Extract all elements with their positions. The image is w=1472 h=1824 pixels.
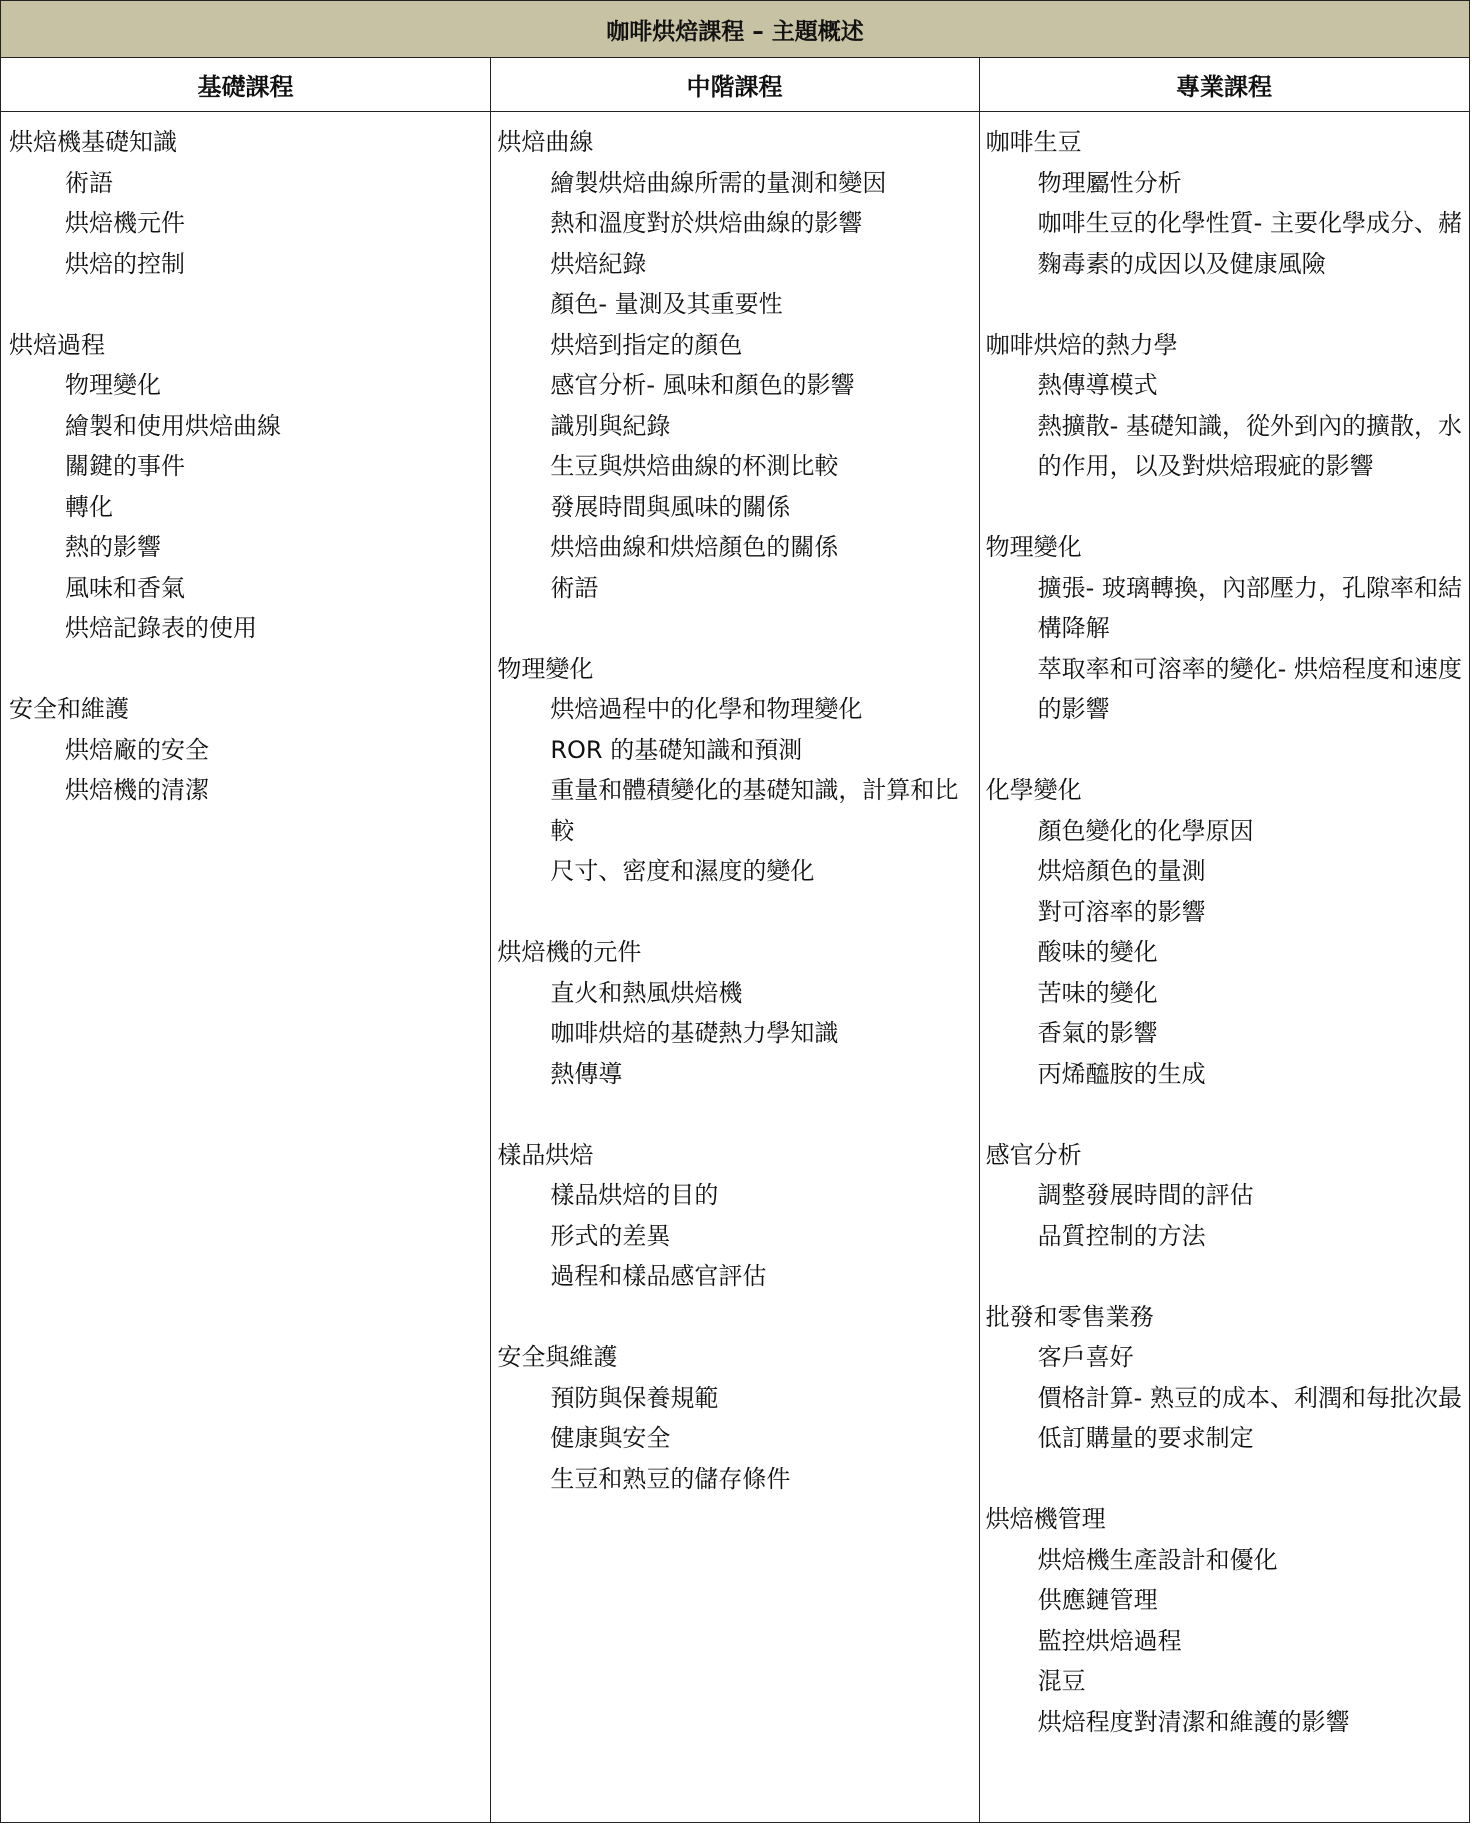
column-header-intermediate: 中階課程 xyxy=(686,72,783,101)
topic-item: 擴張- 玻璃轉換，內部壓力，孔隙率和結構降解 xyxy=(1037,573,1462,642)
column-header-basic: 基礎課程 xyxy=(197,72,294,101)
topic-section xyxy=(497,649,971,892)
topic-item: 混豆 xyxy=(1037,1667,1086,1695)
topic-heading: 物理變化 xyxy=(985,533,1082,561)
topic-item: 供應鏈管理 xyxy=(1037,1586,1158,1614)
topic-item: 烘焙曲線和烘焙顏色的關係 xyxy=(550,533,839,561)
topic-item: 價格計算- 熟豆的成本、利潤和每批次最低訂購量的要求制定 xyxy=(1037,1383,1462,1452)
topic-item: 烘焙顏色的量測 xyxy=(1037,857,1206,885)
topic-item: 香氣的影響 xyxy=(1037,1019,1158,1047)
topic-item: 直火和熱風烘焙機 xyxy=(550,978,743,1007)
topic-heading: 烘焙機的元件 xyxy=(497,938,642,966)
column-intermediate xyxy=(489,112,977,1822)
topic-heading: 咖啡生豆 xyxy=(985,128,1082,156)
column-header-professional: 專業課程 xyxy=(1176,72,1272,101)
topic-item: 烘焙機生產設計和優化 xyxy=(1037,1545,1278,1574)
topic-section xyxy=(986,1135,1463,1257)
topic-item: 繪製烘焙曲線所需的量測和變因 xyxy=(550,168,887,197)
topic-item: 丙烯醯胺的生成 xyxy=(1037,1059,1206,1088)
topic-item: 術語 xyxy=(550,573,599,602)
topic-item: 客戶喜好 xyxy=(1037,1343,1134,1371)
topic-item: 咖啡生豆的化學性質- 主要化學成分、赭麴毒素的成因以及健康風險 xyxy=(1037,209,1462,278)
column-basic xyxy=(1,112,489,1822)
topic-section xyxy=(986,325,1463,487)
topic-section xyxy=(986,527,1463,730)
topic-item: 對可溶率的影響 xyxy=(1037,897,1206,926)
topic-heading: 烘焙過程 xyxy=(9,330,105,359)
table-body xyxy=(1,112,1469,1822)
topic-item: 生豆和熟豆的儲存條件 xyxy=(550,1464,791,1493)
topic-section xyxy=(986,122,1463,284)
topic-item: 預防與保養規範 xyxy=(550,1383,719,1412)
topic-item: 烘焙的控制 xyxy=(65,249,185,278)
topic-section xyxy=(497,122,971,608)
column-header-row xyxy=(1,57,1469,112)
topic-item: 烘焙記錄表的使用 xyxy=(65,614,257,642)
topic-section xyxy=(497,1135,971,1297)
table-title: 咖啡烘焙課程 – 主題概述 xyxy=(1,1,1469,58)
topic-item: 萃取率和可溶率的變化- 烘焙程度和速度的影響 xyxy=(1037,654,1462,723)
topic-heading: 批發和零售業務 xyxy=(985,1302,1154,1331)
topic-heading: 烘焙機基礎知識 xyxy=(9,128,177,156)
topic-section xyxy=(9,122,483,284)
topic-heading: 化學變化 xyxy=(985,776,1082,804)
topic-item: 烘焙機元件 xyxy=(65,209,185,237)
topic-section xyxy=(986,1297,1463,1459)
topic-item: 烘焙過程中的化學和物理變化 xyxy=(550,695,863,723)
topic-section xyxy=(986,1499,1463,1742)
topic-item: 關鍵的事件 xyxy=(65,452,185,480)
topic-item: ROR 的基礎知識和預測 xyxy=(550,735,803,764)
topic-item: 熱傳導 xyxy=(550,1059,623,1088)
topic-item: 尺寸、密度和濕度的變化 xyxy=(550,857,815,885)
topic-item: 過程和樣品感官評估 xyxy=(550,1262,767,1290)
topic-item: 重量和體積變化的基礎知識，計算和比較 xyxy=(550,776,959,845)
topic-heading: 物理變化 xyxy=(497,654,594,683)
topic-heading: 感官分析 xyxy=(985,1140,1082,1169)
topic-item: 烘焙紀錄 xyxy=(550,249,647,278)
topic-item: 顏色- 量測及其重要性 xyxy=(550,290,783,318)
topic-item: 物理變化 xyxy=(65,371,161,399)
topic-item: 樣品烘焙的目的 xyxy=(550,1181,719,1209)
topic-item: 烘焙廠的安全 xyxy=(65,735,209,764)
topic-heading: 樣品烘焙 xyxy=(497,1140,594,1169)
topic-item: 監控烘焙過程 xyxy=(1037,1626,1182,1655)
topic-section xyxy=(497,932,971,1094)
topic-heading: 烘焙曲線 xyxy=(497,128,594,156)
topic-item: 烘焙到指定的顏色 xyxy=(550,330,743,359)
topic-item: 烘焙機的清潔 xyxy=(65,776,209,804)
topic-item: 風味和香氣 xyxy=(65,573,185,602)
topic-heading: 烘焙機管理 xyxy=(985,1505,1106,1533)
topic-item: 轉化 xyxy=(65,492,113,521)
topic-item: 術語 xyxy=(65,168,113,197)
topic-item: 物理屬性分析 xyxy=(1037,168,1182,197)
topic-item: 感官分析- 風味和顏色的影響 xyxy=(550,371,855,399)
topic-item: 熱和溫度對於烘焙曲線的影響 xyxy=(550,209,863,237)
topic-item: 熱擴散- 基礎知識，從外到內的擴散，水的作用，以及對烘焙瑕疵的影響 xyxy=(1037,411,1462,480)
topic-item: 調整發展時間的評估 xyxy=(1037,1181,1254,1209)
topic-heading: 安全與維護 xyxy=(497,1343,618,1371)
topic-item: 顏色變化的化學原因 xyxy=(1037,816,1254,845)
topic-item: 生豆與烘焙曲線的杯測比較 xyxy=(550,452,839,480)
topic-item: 形式的差異 xyxy=(550,1221,671,1250)
topic-item: 熱的影響 xyxy=(65,533,161,561)
column-professional xyxy=(978,112,1469,1822)
topic-item: 繪製和使用烘焙曲線 xyxy=(65,411,281,440)
topic-heading: 咖啡烘焙的熱力學 xyxy=(985,330,1178,359)
topic-section xyxy=(497,1337,971,1499)
topic-section xyxy=(9,689,483,811)
topic-item: 熱傳導模式 xyxy=(1037,371,1158,399)
topic-heading: 安全和維護 xyxy=(9,695,129,723)
topic-item: 烘焙程度對清潔和維護的影響 xyxy=(1037,1707,1350,1736)
topic-item: 健康與安全 xyxy=(550,1424,671,1452)
topic-section xyxy=(9,325,483,649)
topic-section xyxy=(986,770,1463,1094)
topic-item: 苦味的變化 xyxy=(1037,978,1158,1007)
topic-item: 品質控制的方法 xyxy=(1037,1221,1206,1250)
topic-item: 發展時間與風味的關係 xyxy=(550,492,791,521)
topic-item: 識別與紀錄 xyxy=(550,411,671,440)
topic-item: 酸味的變化 xyxy=(1037,938,1158,966)
topic-item: 咖啡烘焙的基礎熱力學知識 xyxy=(550,1019,839,1047)
